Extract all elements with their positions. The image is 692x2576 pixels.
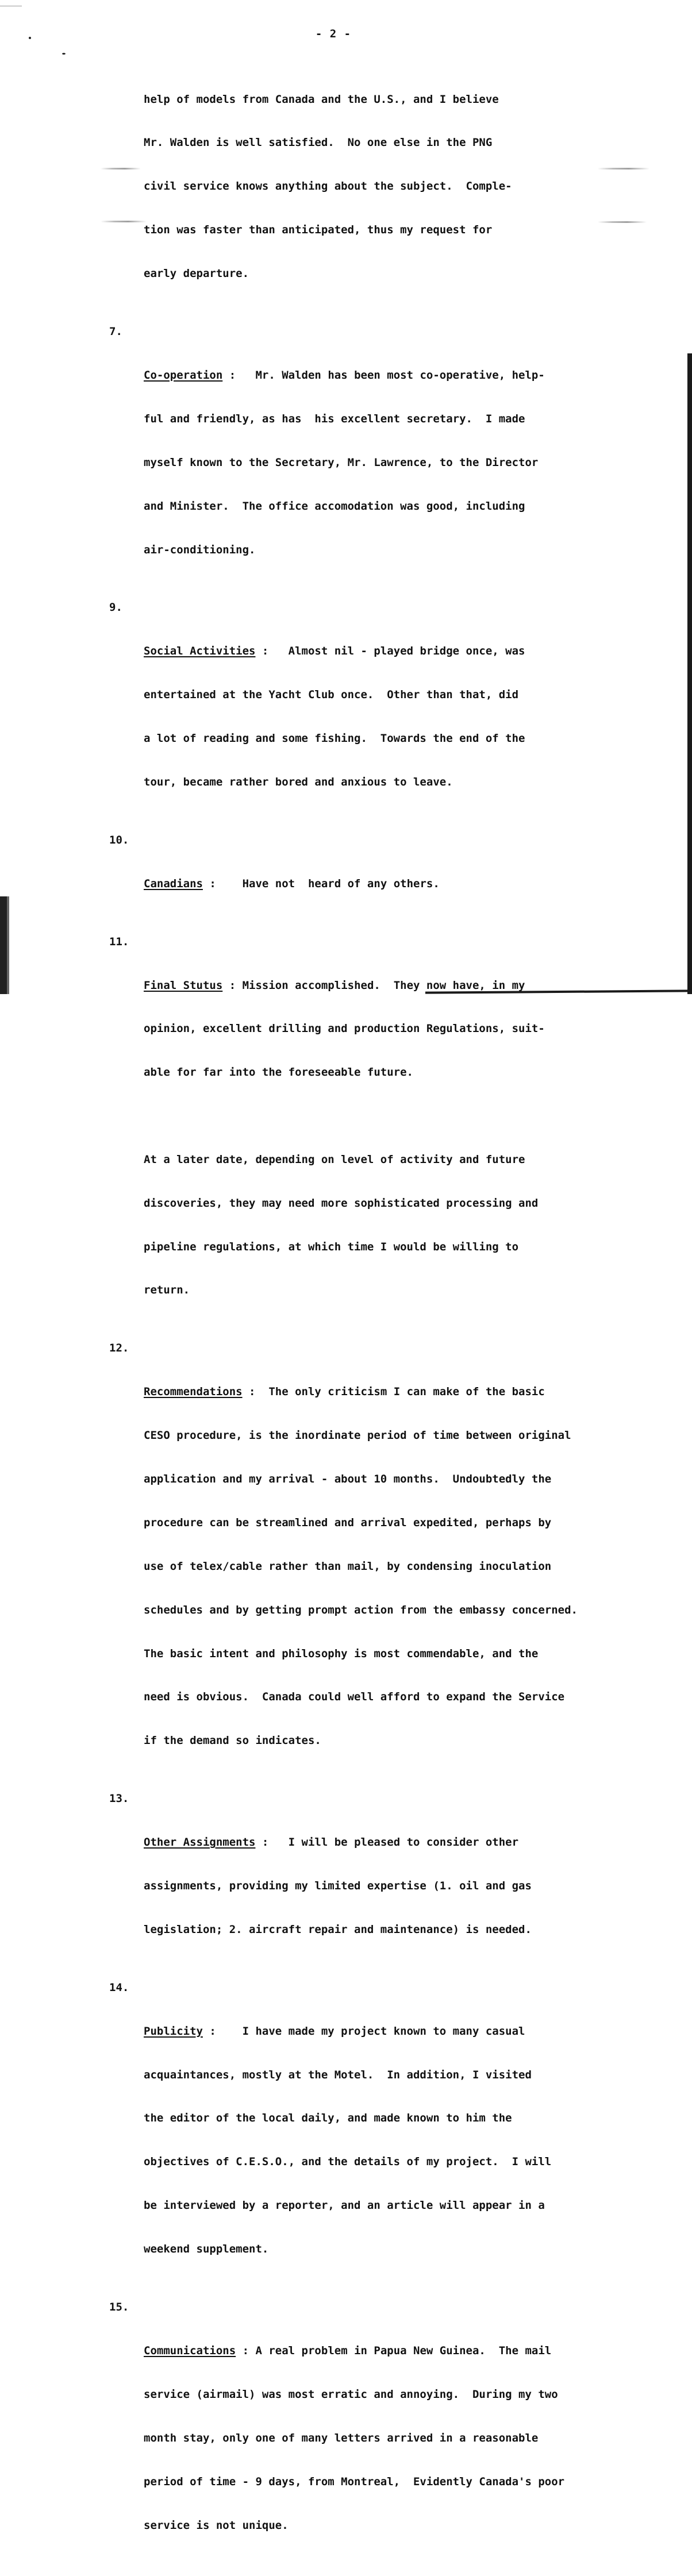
text-segment: Mission accomplished. They now have, in my: [242, 979, 525, 992]
section-heading: Communications: [144, 2344, 236, 2357]
text-line: application and my arrival - about 10 months. Undoubtedly the: [144, 1473, 552, 1486]
text-line: service is not unique.: [144, 2519, 289, 2532]
section-number: 9.: [109, 601, 122, 614]
text-segment: The only criticism I can make of the basic: [262, 1385, 545, 1399]
section-recommendations: [109, 1341, 626, 1777]
text-line: opinion, excellent drilling and production Regulations, suit-: [144, 1022, 545, 1035]
text-line: if the demand so indicates.: [144, 1734, 321, 1747]
text-line: At a later date, depending on level of activity and future: [144, 1153, 525, 1166]
section-number: 7.: [109, 325, 122, 338]
scan-edge-right: [687, 353, 692, 994]
heading-separator: :: [255, 645, 282, 658]
text-line: pipeline regulations, at which time I would be willing to: [144, 1240, 519, 1253]
text-line: entertained at the Yacht Club once. Other than that, did: [144, 688, 519, 702]
section-number: 13.: [109, 1792, 129, 1805]
text-line: use of telex/cable rather than mail, by condensing inoculation: [144, 1560, 552, 1573]
section-social-activities: [109, 600, 626, 818]
text-line: a lot of reading and some fishing. Towards the end of the: [144, 732, 525, 745]
section-number: 15.: [109, 2301, 129, 2314]
text-line: [144, 1385, 626, 1399]
section-number: 14.: [109, 1981, 129, 1994]
heading-separator: :: [255, 1836, 282, 1849]
text-line: [144, 644, 626, 659]
text-line: be interviewed by a reporter, and an article will appear in a: [144, 2199, 545, 2212]
text-line: assignments, providing my limited expertise (1. oil and gas: [144, 1880, 532, 1893]
text-line: [144, 877, 626, 891]
text-line: [144, 2344, 626, 2358]
text-line: acquaintances, mostly at the Motel. In addition, I visited: [144, 2068, 532, 2081]
text-line: month stay, only one of many letters arrived in a reasonable: [144, 2431, 539, 2444]
text-line: objectives of C.E.S.O., and the details of my project. I will: [144, 2155, 552, 2169]
section-heading: Recommendations: [144, 1385, 243, 1399]
heading-separator: :: [236, 2344, 256, 2357]
section-canadians: [109, 833, 626, 921]
section-heading: Canadians: [144, 877, 203, 890]
text-line: schedules and by getting prompt action from the embassy concerned.: [144, 1603, 578, 1616]
text-line: able for far into the foreseeable future.: [144, 1066, 413, 1079]
text-line: Mr. Walden is well satisfied. No one else in the PNG: [144, 136, 493, 149]
text-line: the editor of the local daily, and made known to him the: [144, 2112, 512, 2125]
section-heading: Publicity: [144, 2024, 203, 2038]
heading-separator: :: [222, 979, 243, 992]
text-line: discoveries, they may need more sophisticated processing and: [144, 1196, 539, 1210]
text-line: need is obvious. Canada could well afford to expand the Service: [144, 1691, 565, 1704]
section-co-operation: [109, 325, 626, 586]
text-line: weekend supplement.: [144, 2243, 269, 2256]
letter-body: [109, 63, 626, 2576]
text-line: help of models from Canada and the U.S., and I believe: [144, 93, 499, 106]
text-line: procedure can be streamlined and arrival expedited, perhaps by: [144, 1516, 552, 1529]
continuation-paragraph: [109, 63, 626, 310]
section-heading: Other Assignments: [144, 1836, 256, 1849]
heading-separator: :: [202, 877, 229, 890]
section-number: 10.: [109, 833, 129, 846]
section-publicity: [109, 1981, 626, 2286]
section-heading: Co-operation: [144, 368, 223, 382]
scan-speck: [62, 53, 66, 55]
text-segment: Have not heard of any others.: [229, 877, 440, 890]
section-heading: Social Activities: [144, 645, 256, 658]
text-line: [144, 2024, 626, 2039]
text-line: return.: [144, 1284, 190, 1297]
text-line: [144, 1835, 626, 1850]
text-segment: I will be pleased to consider other: [282, 1836, 519, 1849]
text-line: early departure.: [144, 267, 249, 280]
text-segment: Mr. Walden has been most co-operative, help-: [249, 368, 545, 382]
section-heading: Final Stutus: [144, 979, 223, 992]
section-number: 11.: [109, 935, 129, 948]
text-line: and Minister. The office accomodation was good, including: [144, 499, 525, 513]
text-line: air-conditioning.: [144, 543, 256, 556]
page-number: - 2 -: [315, 28, 352, 40]
text-line: civil service knows anything about the subject. Comple-: [144, 180, 512, 193]
text-line: [144, 368, 626, 383]
text-line: ful and friendly, as has his excellent secretary. I made: [144, 412, 525, 425]
text-line: CESO procedure, is the inordinate period of time between original: [144, 1429, 571, 1442]
text-segment: I have made my project known to many casual: [229, 2024, 525, 2038]
section-communications: [109, 2300, 626, 2562]
section-final-status-continued: [109, 1123, 626, 1327]
text-line: [144, 979, 626, 993]
scan-edge-left: [0, 896, 21, 994]
text-segment: A real problem in Papua New Guinea. The mail: [255, 2344, 552, 2357]
section-other-assignments: [109, 1792, 626, 1966]
text-segment: Almost nil - played bridge once, was: [282, 645, 525, 658]
section-final-status: [109, 935, 626, 1110]
heading-separator: :: [242, 1385, 262, 1399]
text-line: service (airmail) was most erratic and annoying. During my two: [144, 2388, 558, 2401]
text-line: legislation; 2. aircraft repair and maintenance) is needed.: [144, 1923, 532, 1936]
heading-separator: :: [222, 368, 249, 382]
text-line: tour, became rather bored and anxious to leave.: [144, 775, 453, 788]
text-line: tion was faster than anticipated, thus my request for: [144, 224, 493, 237]
text-line: The basic intent and philosophy is most commendable, and the: [144, 1647, 539, 1660]
section-number: 12.: [109, 1342, 129, 1355]
text-line: period of time - 9 days, from Montreal, Evidently Canada's poor: [144, 2475, 565, 2488]
text-line: myself known to the Secretary, Mr. Lawrence, to the Director: [144, 456, 539, 469]
heading-separator: :: [202, 2024, 229, 2038]
